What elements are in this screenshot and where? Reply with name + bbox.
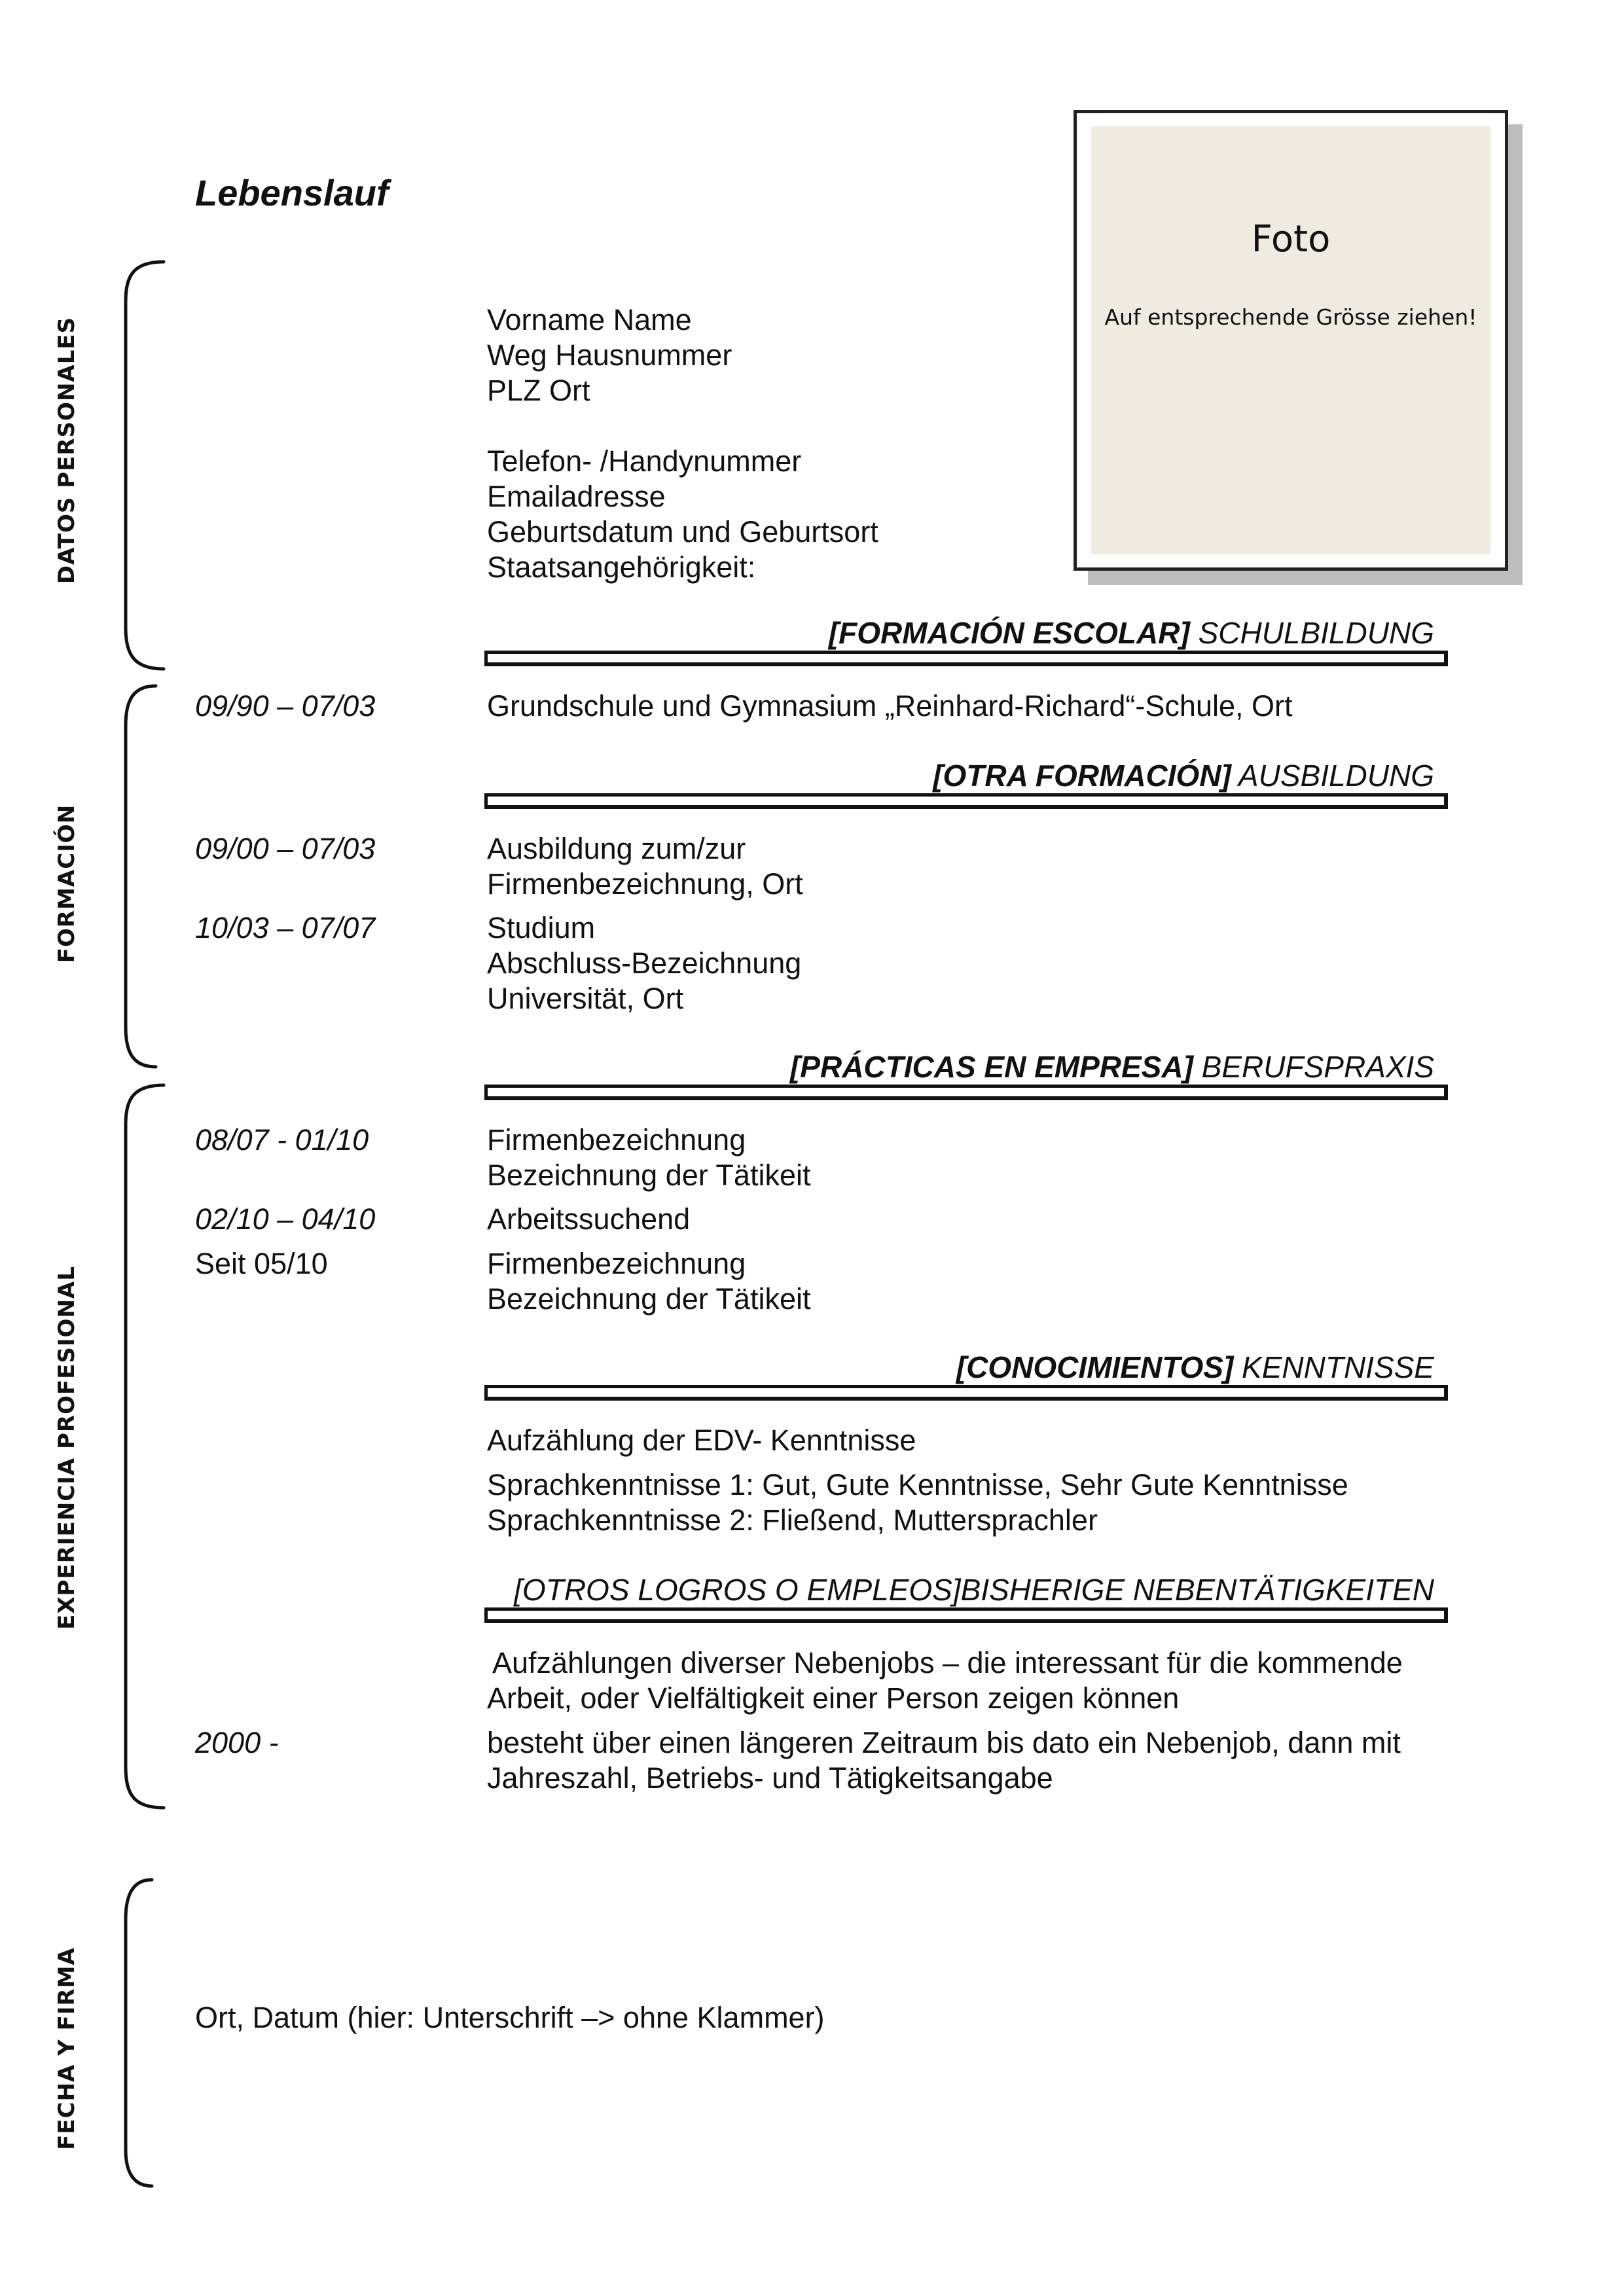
side-label-signature: FECHA Y FIRMA	[54, 1947, 80, 2150]
others-intro-line: Arbeit, oder Vielfältigkeit einer Person zeigen können	[487, 1681, 1180, 1715]
school-date: 09/90 – 07/03	[195, 689, 376, 723]
personal-email: Emailadresse	[487, 480, 666, 513]
training-line: Abschluss-Bezeichnung	[487, 946, 802, 980]
personal-name: Vorname Name	[487, 303, 692, 336]
section-training-de: AUSBILDUNG	[1231, 759, 1434, 793]
training-date: 09/00 – 07/03	[195, 832, 376, 865]
side-brackets	[0, 0, 209, 2296]
section-heading-skills	[956, 1350, 1434, 1385]
others-intro	[487, 1645, 1403, 1716]
section-divider	[484, 651, 1448, 666]
section-divider	[484, 793, 1448, 809]
bracket-personal	[126, 262, 164, 669]
section-training-es: [OTRA FORMACIÓN]	[933, 759, 1231, 793]
school-text: Grundschule und Gymnasium „Reinhard-Richard“-Schule, Ort	[487, 689, 1293, 723]
skills-lang1: Sprachkenntnisse 1: Gut, Gute Kenntnisse, Sehr Gute Kenntnisse	[487, 1468, 1348, 1501]
skills-lang2: Sprachkenntnisse 2: Fließend, Muttersprachler	[487, 1503, 1098, 1537]
others-line: besteht über einen längeren Zeitraum bis dato ein Nebenjob, dann mit	[487, 1726, 1401, 1759]
section-heading-school	[829, 615, 1434, 651]
section-skills-es: [CONOCIMIENTOS]	[956, 1350, 1234, 1384]
page-title: Lebenslauf	[195, 172, 389, 213]
section-divider	[484, 1607, 1448, 1623]
signature-line: Ort, Datum (hier: Unterschrift –> ohne Klammer)	[195, 2001, 825, 2034]
practice-line: Arbeitssuchend	[487, 1202, 691, 1236]
training-line: Universität, Ort	[487, 982, 684, 1015]
section-practice-es: [PRÁCTICAS EN EMPRESA]	[789, 1050, 1193, 1084]
personal-phone: Telefon- /Handynummer	[487, 444, 802, 478]
personal-street: Weg Hausnummer	[487, 338, 732, 372]
practice-entry	[487, 1246, 810, 1317]
others-intro-line: Aufzählungen diverser Nebenjobs – die interessant für die kommende	[492, 1646, 1403, 1679]
training-date: 10/03 – 07/07	[195, 911, 376, 944]
practice-entry	[487, 1122, 810, 1193]
practice-date: Seit 05/10	[195, 1247, 328, 1280]
training-line: Firmenbezeichnung, Ort	[487, 867, 803, 901]
training-line: Ausbildung zum/zur	[487, 832, 746, 865]
photo-hint: Auf entsprechende Grösse ziehen!	[1104, 304, 1477, 330]
practice-line: Bezeichnung der Tätikeit	[487, 1282, 811, 1316]
section-heading-practice	[790, 1049, 1434, 1085]
section-heading-others: [OTROS LOGROS O EMPLEOS]BISHERIGE NEBENTÄTIGKEITEN	[514, 1573, 1434, 1607]
personal-nationality: Staatsangehörigkeit:	[487, 550, 756, 584]
others-date: 2000 -	[195, 1726, 279, 1759]
section-school-de: SCHULBILDUNG	[1189, 616, 1434, 650]
practice-line: Firmenbezeichnung	[487, 1247, 746, 1280]
practice-line: Firmenbezeichnung	[487, 1123, 746, 1157]
side-label-formation: FORMACIÓN	[54, 804, 80, 963]
personal-block	[487, 302, 878, 585]
bracket-experience	[126, 1085, 164, 1808]
section-heading-training	[933, 758, 1434, 793]
photo-title: Foto	[1251, 218, 1331, 260]
training-entry	[487, 831, 803, 902]
side-label-personal: DATOS PERSONALES	[54, 316, 80, 584]
others-entry	[487, 1725, 1401, 1796]
side-label-experience: EXPERIENCIA PROFESIONAL	[54, 1266, 80, 1630]
training-entry	[487, 910, 801, 1016]
photo-area	[1091, 126, 1490, 554]
section-school-es: [FORMACIÓN ESCOLAR]	[828, 616, 1190, 650]
photo-placeholder[interactable]	[1074, 110, 1508, 571]
skills-edv: Aufzählung der EDV- Kenntnisse	[487, 1424, 916, 1457]
practice-entry	[487, 1202, 690, 1237]
practice-line: Bezeichnung der Tätikeit	[487, 1158, 811, 1192]
bracket-formation	[126, 686, 156, 1067]
section-divider	[484, 1085, 1448, 1100]
skills-languages	[487, 1467, 1348, 1538]
others-line: Jahreszahl, Betriebs- und Tätigkeitsangabe	[487, 1761, 1053, 1795]
personal-city: PLZ Ort	[487, 374, 590, 407]
personal-birth: Geburtsdatum und Geburtsort	[487, 515, 878, 548]
section-practice-de: BERUFSPRAXIS	[1193, 1050, 1434, 1084]
practice-date: 08/07 - 01/10	[195, 1123, 369, 1157]
section-divider	[484, 1385, 1448, 1401]
bracket-signature	[126, 1880, 152, 2186]
training-line: Studium	[487, 911, 596, 944]
section-skills-de: KENNTNISSE	[1233, 1350, 1434, 1384]
practice-date: 02/10 – 04/10	[195, 1202, 376, 1236]
